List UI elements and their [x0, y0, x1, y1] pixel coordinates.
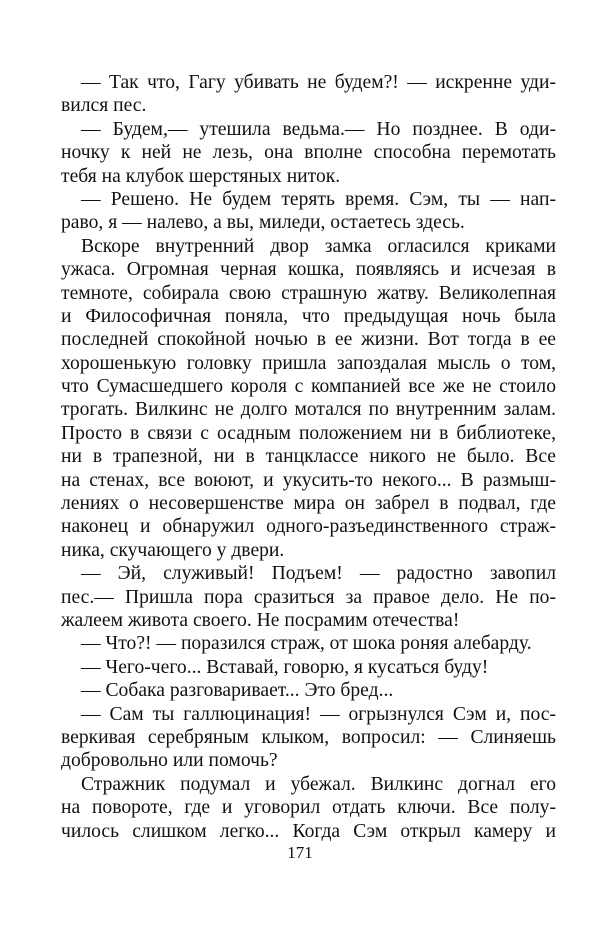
- text-line: вился пес.: [61, 95, 147, 117]
- page-text-block: [61, 71, 556, 843]
- text-line: лениях о несовершенстве мира он забрел в подвал, где: [61, 493, 556, 515]
- text-line: — Что?! — поразился страж, от шока роняя алебарду.: [81, 633, 532, 655]
- text-line: жалеем живота своего. Не посрамим отечества!: [61, 609, 460, 631]
- text-line: чилось слишком легко... Когда Сэм открыл камеру и: [61, 820, 556, 842]
- text-line: ни в трапезной, ни в танцклассе никого не было. Все: [61, 446, 556, 468]
- text-line: Просто в связи с осадным положением ни в библиотеке,: [61, 422, 556, 444]
- text-line: раво, я — налево, а вы, миледи, остаетесь здесь.: [61, 212, 465, 234]
- text-line: на повороте, где и уговорил отдать ключи. Все полу-: [61, 797, 556, 819]
- text-line: хорошенькую головку пришла запоздалая мысль о том,: [61, 352, 556, 374]
- text-line: Стражник подумал и убежал. Вилкинс догнал его: [81, 773, 556, 795]
- page-number: 171: [287, 843, 313, 862]
- text-line: — Будем,— утешила ведьма.— Но позднее. В оди-: [81, 118, 556, 140]
- text-line: тебя на клубок шерстяных ниток.: [61, 165, 341, 187]
- text-line: на стенах, все воюют, и укусить-то некого... В размыш-: [61, 469, 556, 491]
- text-line: Вскоре внутренний двор замка огласился криками: [81, 235, 556, 257]
- text-line: — Собака разговаривает... Это бред...: [81, 680, 394, 702]
- text-line: пес.— Пришла пора сразиться за правое дело. Не по-: [61, 586, 556, 608]
- text-line: трогать. Вилкинс не долго мотался по внутренним залам.: [61, 399, 556, 421]
- text-line: что Сумасшедшего короля с компанией все же не стоило: [61, 376, 556, 398]
- text-line: темноте, собирала свою страшную жатву. Великолепная: [61, 282, 556, 304]
- text-line: и Философичная поняла, что предыдущая ночь была: [61, 305, 556, 327]
- text-line: добровольно или помочь?: [61, 750, 278, 772]
- text-line: ника, скучающего у двери.: [61, 539, 285, 561]
- text-line: ужаса. Огромная черная кошка, появляясь и исчезая в: [61, 259, 556, 281]
- text-line: — Чего-чего... Вставай, говорю, я кусаться буду!: [81, 656, 489, 678]
- text-line: ночку к ней не лезь, она вполне способна перемотать: [61, 142, 556, 164]
- text-line: — Эй, служивый! Подъем! — радостно завопил: [81, 563, 556, 585]
- text-line: — Решено. Не будем терять время. Сэм, ты — нап-: [81, 188, 556, 210]
- text-line: наконец и обнаружил одного-разъединственного страж-: [61, 516, 556, 538]
- text-line: — Сам ты галлюцинация! — огрызнулся Сэм и, пос-: [81, 703, 556, 725]
- text-line: — Так что, Гагу убивать не будем?! — искренне уди-: [81, 72, 556, 93]
- text-line: веркивая серебряным клыком, вопросил: — Слиняешь: [61, 726, 556, 748]
- text-line: последней спокойной ночью в ее жизни. Вот тогда в ее: [61, 329, 556, 351]
